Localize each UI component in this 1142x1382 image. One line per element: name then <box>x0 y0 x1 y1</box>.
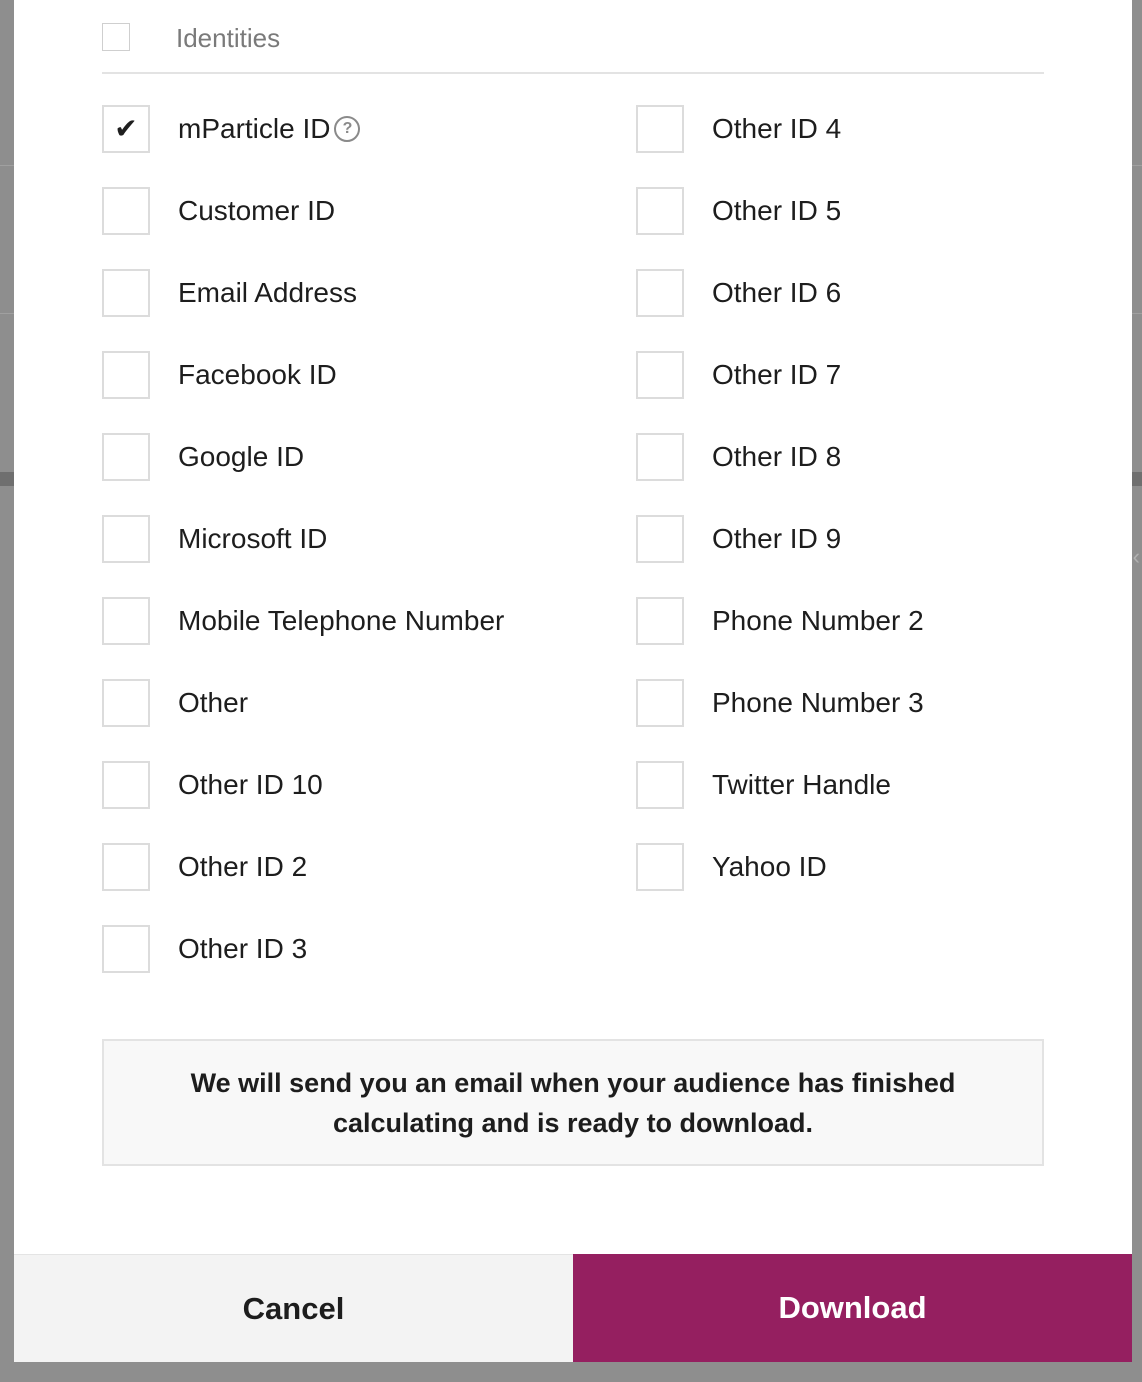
identity-label-text: Other ID 7 <box>712 359 842 390</box>
download-button[interactable]: Download <box>573 1254 1132 1362</box>
identities-left-column <box>102 105 504 1007</box>
identity-option-google-id[interactable] <box>102 433 504 481</box>
identity-label <box>178 359 337 391</box>
identity-label <box>178 277 357 309</box>
identity-checkbox[interactable] <box>636 187 684 235</box>
identities-right-column <box>636 105 924 925</box>
identity-label-text: Mobile Telephone Number <box>178 605 505 636</box>
identity-label-text: Customer ID <box>178 195 336 226</box>
identity-label <box>178 523 327 555</box>
chevron-left-icon: ‹ <box>1132 544 1140 569</box>
identity-label <box>712 441 841 473</box>
identity-checkbox[interactable] <box>636 351 684 399</box>
identity-option-other[interactable] <box>102 679 504 727</box>
identity-option-microsoft-id[interactable] <box>102 515 504 563</box>
identity-checkbox[interactable] <box>636 679 684 727</box>
identity-option-yahoo-id[interactable] <box>636 843 924 891</box>
identity-label <box>712 605 924 637</box>
background-divider <box>0 313 14 314</box>
identity-option-mparticle-id[interactable] <box>102 105 504 153</box>
identity-option-other-id-2[interactable] <box>102 843 504 891</box>
identity-checkbox[interactable] <box>102 433 150 481</box>
identity-checkbox[interactable] <box>636 515 684 563</box>
identity-label-text: Other <box>178 687 249 718</box>
identity-label-text: Other ID 4 <box>712 113 842 144</box>
identity-label-text: Phone Number 2 <box>712 605 924 636</box>
modal-footer <box>14 1254 1132 1362</box>
identity-label <box>712 113 841 145</box>
identity-label-text: Other ID 2 <box>178 851 308 882</box>
identity-option-other-id-9[interactable] <box>636 515 924 563</box>
identity-label <box>712 359 841 391</box>
identity-option-facebook-id[interactable] <box>102 351 504 399</box>
identity-checkbox[interactable] <box>102 843 150 891</box>
identity-checkbox[interactable] <box>636 843 684 891</box>
identity-checkbox[interactable] <box>102 187 150 235</box>
identity-checkbox[interactable] <box>102 597 150 645</box>
cancel-button[interactable]: Cancel <box>14 1254 573 1362</box>
identity-label <box>178 605 504 637</box>
identity-option-other-id-6[interactable] <box>636 269 924 317</box>
identity-label <box>178 687 248 719</box>
identity-checkbox[interactable] <box>636 433 684 481</box>
identity-option-other-id-4[interactable] <box>636 105 924 153</box>
identity-label-text: Twitter Handle <box>712 769 891 800</box>
identity-label-text: Email Address <box>178 277 357 308</box>
identity-label <box>712 687 924 719</box>
identity-label <box>712 523 841 555</box>
background-divider <box>0 165 14 166</box>
identity-checkbox[interactable] <box>636 597 684 645</box>
identity-option-other-id-10[interactable] <box>102 761 504 809</box>
identity-label-text: Google ID <box>178 441 305 472</box>
question-circle-icon[interactable]: ? <box>334 116 360 142</box>
identity-checkbox[interactable] <box>102 761 150 809</box>
identity-label <box>178 851 307 883</box>
identity-label <box>712 769 891 801</box>
identity-option-customer-id[interactable] <box>102 187 504 235</box>
identity-checkbox[interactable] <box>102 351 150 399</box>
background-divider <box>1132 313 1142 314</box>
identity-checkbox[interactable] <box>636 269 684 317</box>
identity-label-text: Phone Number 3 <box>712 687 924 718</box>
email-notice-box <box>102 1039 1044 1166</box>
identity-label <box>712 851 827 883</box>
identity-option-other-id-7[interactable] <box>636 351 924 399</box>
identity-label-text: Other ID 5 <box>712 195 842 226</box>
identity-option-other-id-5[interactable] <box>636 187 924 235</box>
identity-label-text: Other ID 8 <box>712 441 842 472</box>
checkmark-icon: ✔ <box>114 112 138 145</box>
select-all-identities-checkbox[interactable] <box>102 23 130 51</box>
identity-label <box>178 441 304 473</box>
identity-label <box>178 113 360 145</box>
identity-label-text: Other ID 6 <box>712 277 842 308</box>
identity-option-other-id-3[interactable] <box>102 925 504 973</box>
identities-header-row <box>102 0 1044 74</box>
identity-label-text: mParticle ID <box>178 113 331 144</box>
identity-checkbox[interactable] <box>102 925 150 973</box>
email-notice-text: We will send you an email when your audience has finished calculating and is ready to download. <box>190 1067 956 1138</box>
identity-label-text: Other ID 10 <box>178 769 323 800</box>
identity-checkbox[interactable] <box>636 761 684 809</box>
identity-checkbox[interactable] <box>102 679 150 727</box>
identity-checkbox[interactable] <box>102 105 150 153</box>
identity-option-other-id-8[interactable] <box>636 433 924 481</box>
identity-label <box>178 195 335 227</box>
identity-option-phone-number-3[interactable] <box>636 679 924 727</box>
identity-option-email-address[interactable] <box>102 269 504 317</box>
identity-checkbox[interactable] <box>102 515 150 563</box>
identity-label-text: Microsoft ID <box>178 523 328 554</box>
identity-label <box>712 277 841 309</box>
identity-label <box>178 933 307 965</box>
identity-option-phone-number-2[interactable] <box>636 597 924 645</box>
identity-label-text: Other ID 9 <box>712 523 842 554</box>
identity-option-mobile-telephone-number[interactable] <box>102 597 504 645</box>
identity-option-twitter-handle[interactable] <box>636 761 924 809</box>
identity-checkbox[interactable] <box>636 105 684 153</box>
identity-label-text: Facebook ID <box>178 359 337 390</box>
identity-label-text: Other ID 3 <box>178 933 308 964</box>
download-audience-modal <box>14 0 1132 1362</box>
identity-label <box>178 769 323 801</box>
identities-header-label: Identities <box>176 23 281 53</box>
identity-label-text: Yahoo ID <box>712 851 827 882</box>
identity-label <box>712 195 841 227</box>
background-divider <box>1132 165 1142 166</box>
identity-checkbox[interactable] <box>102 269 150 317</box>
